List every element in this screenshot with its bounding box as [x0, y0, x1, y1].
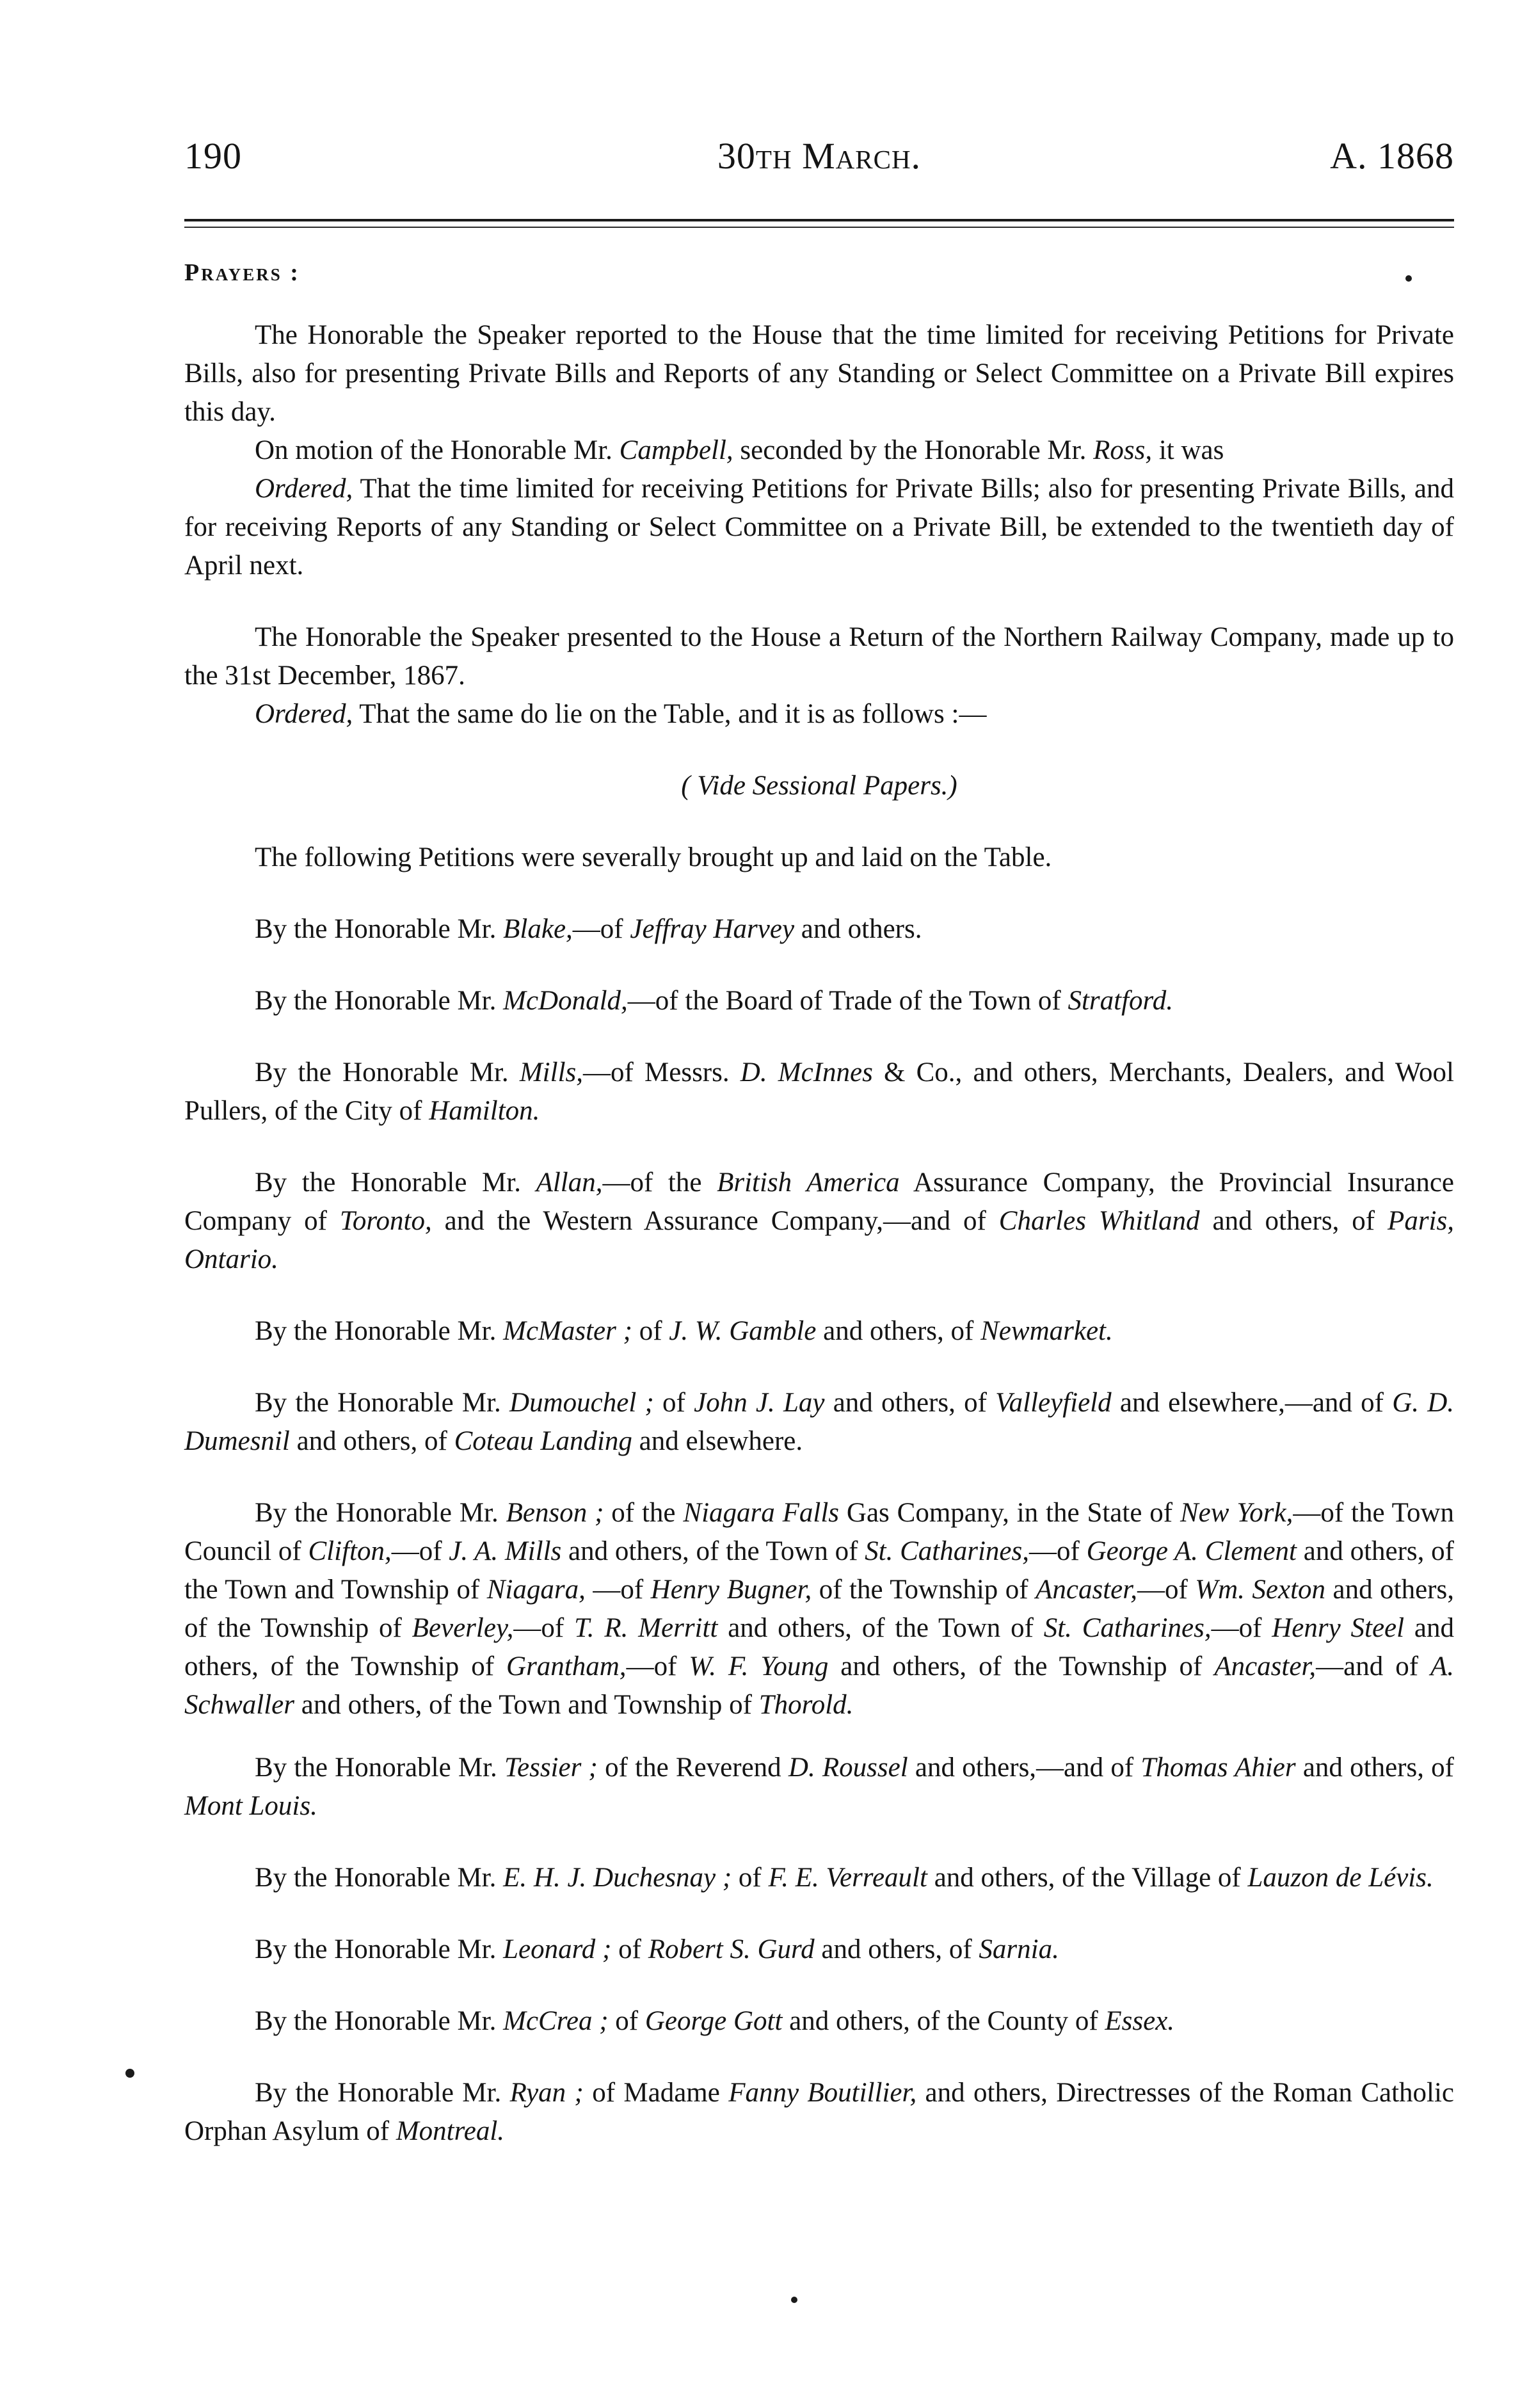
page-header	[184, 122, 1454, 198]
petition-leonard: By the Honorable Mr. Leonard ; of Robert S. Gurd and others, of Sarnia.	[255, 1934, 1059, 1964]
header-rule-thin	[184, 227, 1454, 228]
petition-mccrea: By the Honorable Mr. McCrea ; of George Gott and others, of the County of Essex.	[255, 2006, 1175, 2036]
petition-allan: By the Honorable Mr. Allan,—of the British America Assurance Company, the Provincial Insurance Company of Toronto, and the Western Assurance Company,—and of Charles Whitland and others, of Paris, Ontario.	[184, 1168, 1454, 1274]
scan-speck	[125, 2069, 134, 2078]
paragraph-motion: On motion of the Honorable Mr. Campbell, seconded by the Honorable Mr. Ross, it was	[255, 435, 1224, 465]
petition-mcdonald: By the Honorable Mr. McDonald,—of the Board of Trade of the Town of Stratford.	[255, 986, 1173, 1016]
session-year: A. 1868	[1330, 135, 1454, 177]
petition-benson: By the Honorable Mr. Benson ; of the Niagara Falls Gas Company, in the State of New York,—of the Town Council of Clifton,—of J. A. Mills and others, of the Town of St. Catharines,—of George A. Clement and others, of the Town and Township of Niagara, —of Henry Bugner, of the Township of Ancaster,—of Wm. Sexton and others, of the Township of Beverley,—of T. R. Merritt and others, of the Town of St. Catharines,—of Henry Steel and others, of the Township of Grantham,—of W. F. Young and others, of the Township of Ancaster,—and of A. Schwaller and others, of the Town and Township of Thorold.	[184, 1498, 1455, 1720]
petition-blake: By the Honorable Mr. Blake,—of Jeffray Harvey and others.	[255, 914, 922, 944]
journal-page	[184, 122, 1454, 2151]
section-label-prayers: Prayers :	[184, 259, 300, 286]
petition-duchesnay: By the Honorable Mr. E. H. J. Duchesnay ; of F. E. Verreault and others, of the Village of Lauzon de Lévis.	[255, 1863, 1434, 1893]
scan-speck	[1405, 275, 1412, 282]
paragraph-ordered-extension: Ordered, That the time limited for receiving Petitions for Private Bills; also for presenting Private Bills, and for receiving Reports of any Standing or Select Committee on a Private Bill, be extended to the twentieth day of April next.	[184, 474, 1454, 581]
scan-speck	[791, 2297, 797, 2303]
petition-mcmaster: By the Honorable Mr. McMaster ; of J. W. Gamble and others, of Newmarket.	[255, 1316, 1113, 1346]
paragraph-petitions-intro: The following Petitions were severally brought up and laid on the Table.	[255, 842, 1052, 872]
petition-ryan: By the Honorable Mr. Ryan ; of Madame Fanny Boutillier, and others, Directresses of the Roman Catholic Orphan Asylum of Montreal.	[184, 2078, 1455, 2146]
page-number: 190	[184, 135, 242, 177]
paragraph-ordered-table: Ordered, That the same do lie on the Table, and it is as follows :—	[255, 699, 987, 729]
petition-tessier: By the Honorable Mr. Tessier ; of the Reverend D. Roussel and others,—and of Thomas Ahier and others, of Mont Louis.	[184, 1753, 1455, 1821]
header-rule	[184, 219, 1454, 221]
paragraph-railway-return: The Honorable the Speaker presented to the House a Return of the Northern Railway Company, made up to the 31st December, 1867.	[184, 622, 1454, 691]
page-date-heading: 30th March.	[717, 135, 922, 177]
petition-dumouchel: By the Honorable Mr. Dumouchel ; of John J. Lay and others, of Valleyfield and elsewhere,—and of G. D. Dumesnil and others, of Coteau Landing and elsewhere.	[184, 1388, 1455, 1456]
paragraph-speaker-report: The Honorable the Speaker reported to the House that the time limited for receiving Petitions for Private Bills, also for presenting Private Bills and Reports of any Standing or Select Committee on a Private Bill expires this day.	[184, 320, 1454, 427]
petition-mills: By the Honorable Mr. Mills,—of Messrs. D. McInnes & Co., and others, Merchants, Dealers, and Wool Pullers, of the City of Hamilton.	[184, 1057, 1454, 1126]
vide-sessional-papers: ( Vide Sessional Papers.)	[681, 771, 957, 801]
